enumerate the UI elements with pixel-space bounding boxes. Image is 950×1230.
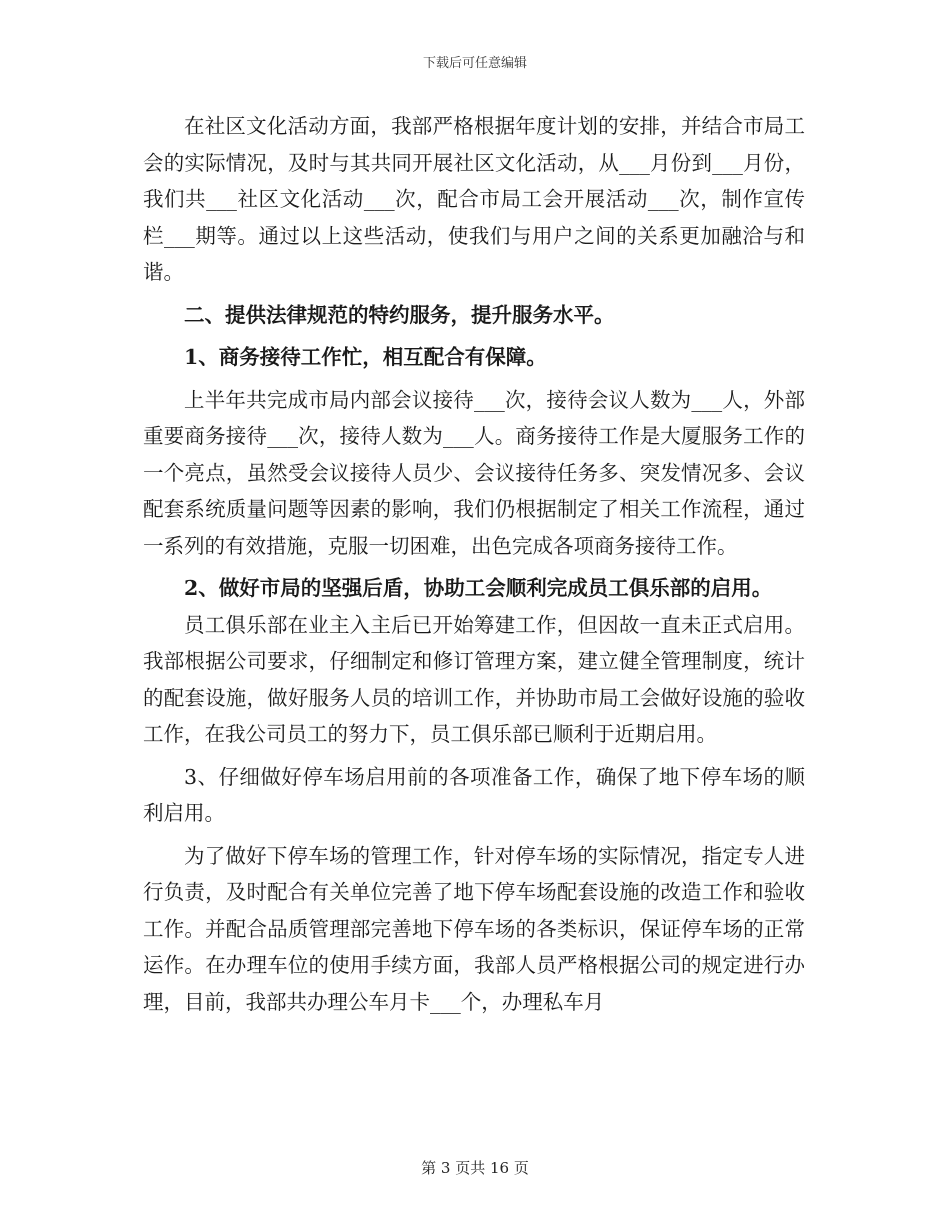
paragraph-community-activities: 在社区文化活动方面，我部严格根据年度计划的安排，并结合市局工会的实际情况，及时与其共同开展社区文化活动，从___月份到___月份，我们共___社区文化活动___次，配合市局工会开展活动___次，制作宣传栏___期等。通过以上这些活动，使我们与用户之间的关系更加融洽与和谐。 [143, 114, 805, 284]
section-heading-2: 二、提供法律规范的特约服务，提升服务水平。 [184, 302, 615, 327]
paragraph-staff-club: 员工俱乐部在业主入主后已开始筹建工作，但因故一直未正式启用。我部根据公司要求，仔细制定和修订管理方案，建立健全管理制度，统计的配套设施，做好服务人员的培训工作，并协助市局工会做好设施的验收工作，在我公司员工的努力下，员工俱乐部已顺利于近期启用。 [143, 612, 805, 746]
document-body [143, 108, 805, 1020]
subheading-business-reception: 1、商务接待工作忙，相互配合有保障。 [184, 345, 547, 369]
subheading-staff-club: 2、做好市局的坚强后盾，协助工会顺利完成员工俱乐部的启用。 [184, 576, 773, 600]
page-header: 下载后可任意编辑 [422, 56, 527, 71]
subheading-parking: 3、仔细做好停车场启用前的各项准备工作，确保了地下停车场的顺利启用。 [143, 764, 805, 825]
paragraph-parking: 为了做好下停车场的管理工作，针对停车场的实际情况，指定专人进行负责，及时配合有关单位完善了地下停车场配套设施的改造工作和验收工作。并配合品质管理部完善地下停车场的各类标识，保证停车场的正常运作。在办理车位的使用手续方面，我部人员严格根据公司的规定进行办理，目前，我部共办理公车月卡___个，办理私车月 [143, 843, 805, 1014]
paragraph-business-reception: 上半年共完成市局内部会议接待___次，接待会议人数为___人，外部重要商务接待___次，接待人数为___人。商务接待工作是大厦服务工作的一个亮点，虽然受会议接待人员少、会议接待任务多、突发情况多、会议配套系统质量问题等因素的影响，我们仍根据制定了相关工作流程，通过一系列的有效措施，克服一切困难，出色完成各项商务接待工作。 [143, 387, 805, 558]
page-footer: 第 3 页共 16 页 [421, 1159, 529, 1177]
